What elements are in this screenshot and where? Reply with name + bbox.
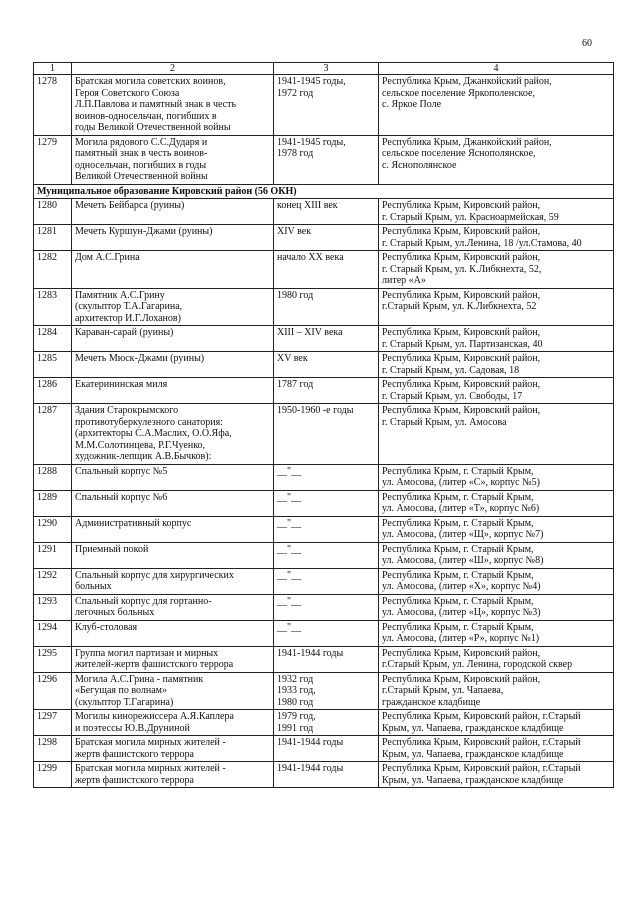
table-row	[34, 620, 614, 646]
column-header-number: 1	[34, 63, 72, 75]
object-date: __"__	[274, 568, 379, 594]
object-name: Здания Старокрымского противотуберкулезного санатория: (архитекторы С.А.Маслих, О.О.Яфа, М.М.Солотинцева, Р.Г.Чуенко, художник-лепщик А.В.Бычков):	[72, 404, 274, 465]
object-date: __"__	[274, 490, 379, 516]
table-row	[34, 225, 614, 251]
table-row	[34, 251, 614, 289]
object-address: Республика Крым, Кировский район, г. Старый Крым, ул. Садовая, 18	[379, 352, 614, 378]
row-number: 1294	[34, 620, 72, 646]
row-number: 1284	[34, 326, 72, 352]
row-number: 1285	[34, 352, 72, 378]
table-row	[34, 490, 614, 516]
object-date: начало XX века	[274, 251, 379, 289]
object-date: __"__	[274, 464, 379, 490]
row-number: 1292	[34, 568, 72, 594]
object-address: Республика Крым, г. Старый Крым, ул. Амосова, (литер «С», корпус №5)	[379, 464, 614, 490]
object-name: Могила А.С.Грина - памятник «Бегущая по волнам» (скульптор Т.Гагарина)	[72, 672, 274, 710]
object-address: Республика Крым, Джанкойский район, сельское поселение Яснополянское, с. Яснополянское	[379, 135, 614, 184]
object-date: __"__	[274, 620, 379, 646]
object-address: Республика Крым, г. Старый Крым, ул. Амосова, (литер «Щ», корпус №7)	[379, 516, 614, 542]
object-date: 1941-1945 годы, 1972 год	[274, 75, 379, 136]
table-row	[34, 288, 614, 326]
object-date: 1941-1945 годы, 1978 год	[274, 135, 379, 184]
section-row	[34, 184, 614, 199]
object-address: Республика Крым, Кировский район, г. Старый Крым, ул. Красноармейская, 59	[379, 199, 614, 225]
object-address: Республика Крым, Кировский район, г.Старый Крым, ул. Чапаева, гражданское кладбище	[379, 710, 614, 736]
object-name: Братская могила советских воинов, Героя Советского Союза Л.П.Павлова и памятный знак в честь воинов-односельчан, погибших в годы Великой Отечественной войны	[72, 75, 274, 136]
table-row	[34, 516, 614, 542]
object-date: __"__	[274, 542, 379, 568]
object-name: Группа могил партизан и мирных жителей-жертв фашистского террора	[72, 646, 274, 672]
object-address: Республика Крым, г. Старый Крым, ул. Амосова, (литер «Р», корпус №1)	[379, 620, 614, 646]
object-address: Республика Крым, г. Старый Крым, ул. Амосова, (литер «Ц», корпус №3)	[379, 594, 614, 620]
object-date: 1941-1944 годы	[274, 646, 379, 672]
table-row	[34, 762, 614, 788]
row-number: 1288	[34, 464, 72, 490]
row-number: 1283	[34, 288, 72, 326]
object-address: Республика Крым, Кировский район, г.Старый Крым, ул. Чапаева, гражданское кладбище	[379, 736, 614, 762]
object-date: конец XIII век	[274, 199, 379, 225]
object-date: XIII – XIV века	[274, 326, 379, 352]
row-number: 1280	[34, 199, 72, 225]
object-address: Республика Крым, Кировский район, г. Старый Крым, ул. К.Либкнехта, 52, литер «А»	[379, 251, 614, 289]
table-row	[34, 672, 614, 710]
object-date: __"__	[274, 516, 379, 542]
object-date: XV век	[274, 352, 379, 378]
object-name: Мечеть Мюск-Джами (руины)	[72, 352, 274, 378]
table-row	[34, 568, 614, 594]
table-row	[34, 710, 614, 736]
object-address: Республика Крым, Кировский район, г. Старый Крым, ул. Свободы, 17	[379, 378, 614, 404]
column-header-name: 2	[72, 63, 274, 75]
object-address: Республика Крым, г. Старый Крым, ул. Амосова, (литер «Ш», корпус №8)	[379, 542, 614, 568]
object-date: 1932 год 1933 год, 1980 год	[274, 672, 379, 710]
row-number: 1296	[34, 672, 72, 710]
row-number: 1293	[34, 594, 72, 620]
table-row	[34, 326, 614, 352]
object-name: Могила рядового С.С.Дударя и памятный знак в честь воинов- односельчан, погибших в годы Великой Отечественной войны	[72, 135, 274, 184]
object-name: Клуб-столовая	[72, 620, 274, 646]
row-number: 1281	[34, 225, 72, 251]
object-address: Республика Крым, г. Старый Крым, ул. Амосова, (литер «Х», корпус №4)	[379, 568, 614, 594]
object-name: Мечеть Бейбарса (руины)	[72, 199, 274, 225]
object-name: Спальный корпус №5	[72, 464, 274, 490]
object-address: Республика Крым, Кировский район, г.Старый Крым, ул. К.Либкнехта, 52	[379, 288, 614, 326]
row-number: 1298	[34, 736, 72, 762]
object-date: 1787 год	[274, 378, 379, 404]
row-number: 1295	[34, 646, 72, 672]
object-name: Братская могила мирных жителей - жертв фашистского террора	[72, 736, 274, 762]
table-row	[34, 75, 614, 136]
row-number: 1297	[34, 710, 72, 736]
table-body	[34, 75, 614, 788]
table-row	[34, 378, 614, 404]
row-number: 1279	[34, 135, 72, 184]
row-number: 1286	[34, 378, 72, 404]
row-number: 1290	[34, 516, 72, 542]
object-name: Могилы кинорежиссера А.Я.Каплера и поэтессы Ю.В.Друниной	[72, 710, 274, 736]
object-date: __"__	[274, 594, 379, 620]
row-number: 1287	[34, 404, 72, 465]
table-row	[34, 464, 614, 490]
object-name: Административный корпус	[72, 516, 274, 542]
object-address: Республика Крым, Кировский район, г. Старый Крым, ул.Ленина, 18 /ул.Стамова, 40	[379, 225, 614, 251]
page-number: 60	[582, 38, 592, 49]
row-number: 1299	[34, 762, 72, 788]
object-date: 1979 год, 1991 год	[274, 710, 379, 736]
object-name: Спальный корпус для хирургических больных	[72, 568, 274, 594]
table-row	[34, 646, 614, 672]
row-number: 1291	[34, 542, 72, 568]
object-name: Братская могила мирных жителей - жертв фашистского террора	[72, 762, 274, 788]
header-row	[34, 63, 614, 75]
object-address: Республика Крым, Кировский район, г.Старый Крым, ул. Ленина, городской сквер	[379, 646, 614, 672]
column-header-date: 3	[274, 63, 379, 75]
column-header-address: 4	[379, 63, 614, 75]
object-address: Республика Крым, г. Старый Крым, ул. Амосова, (литер «Т», корпус №6)	[379, 490, 614, 516]
object-address: Республика Крым, Джанкойский район, сельское поселение Яркополенское, с. Яркое Поле	[379, 75, 614, 136]
object-name: Спальный корпус для гортанно- легочных больных	[72, 594, 274, 620]
object-date: 1941-1944 годы	[274, 762, 379, 788]
object-address: Республика Крым, Кировский район, г.Старый Крым, ул. Чапаева, гражданское кладбище	[379, 672, 614, 710]
table-row	[34, 594, 614, 620]
section-title: Муниципальное образование Кировский район (56 ОКН)	[34, 184, 614, 199]
object-name: Спальный корпус №6	[72, 490, 274, 516]
table-row	[34, 542, 614, 568]
object-date: 1941-1944 годы	[274, 736, 379, 762]
object-name: Приемный покой	[72, 542, 274, 568]
object-name: Дом А.С.Грина	[72, 251, 274, 289]
table-row	[34, 199, 614, 225]
row-number: 1289	[34, 490, 72, 516]
object-date: XIV век	[274, 225, 379, 251]
row-number: 1282	[34, 251, 72, 289]
object-date: 1980 год	[274, 288, 379, 326]
object-address: Республика Крым, Кировский район, г. Старый Крым, ул. Партизанская, 40	[379, 326, 614, 352]
heritage-registry-table	[33, 62, 614, 788]
object-address: Республика Крым, Кировский район, г.Старый Крым, ул. Чапаева, гражданское кладбище	[379, 762, 614, 788]
object-name: Мечеть Куршун-Джами (руины)	[72, 225, 274, 251]
row-number: 1278	[34, 75, 72, 136]
object-name: Екатерининская миля	[72, 378, 274, 404]
table-row	[34, 352, 614, 378]
table-row	[34, 736, 614, 762]
object-name: Памятник А.С.Грину (скульптор Т.А.Гагарина, архитектор И.Г.Лоханов)	[72, 288, 274, 326]
table-row	[34, 404, 614, 465]
object-date: 1950-1960 -е годы	[274, 404, 379, 465]
object-name: Караван-сарай (руины)	[72, 326, 274, 352]
object-address: Республика Крым, Кировский район, г. Старый Крым, ул. Амосова	[379, 404, 614, 465]
table-row	[34, 135, 614, 184]
